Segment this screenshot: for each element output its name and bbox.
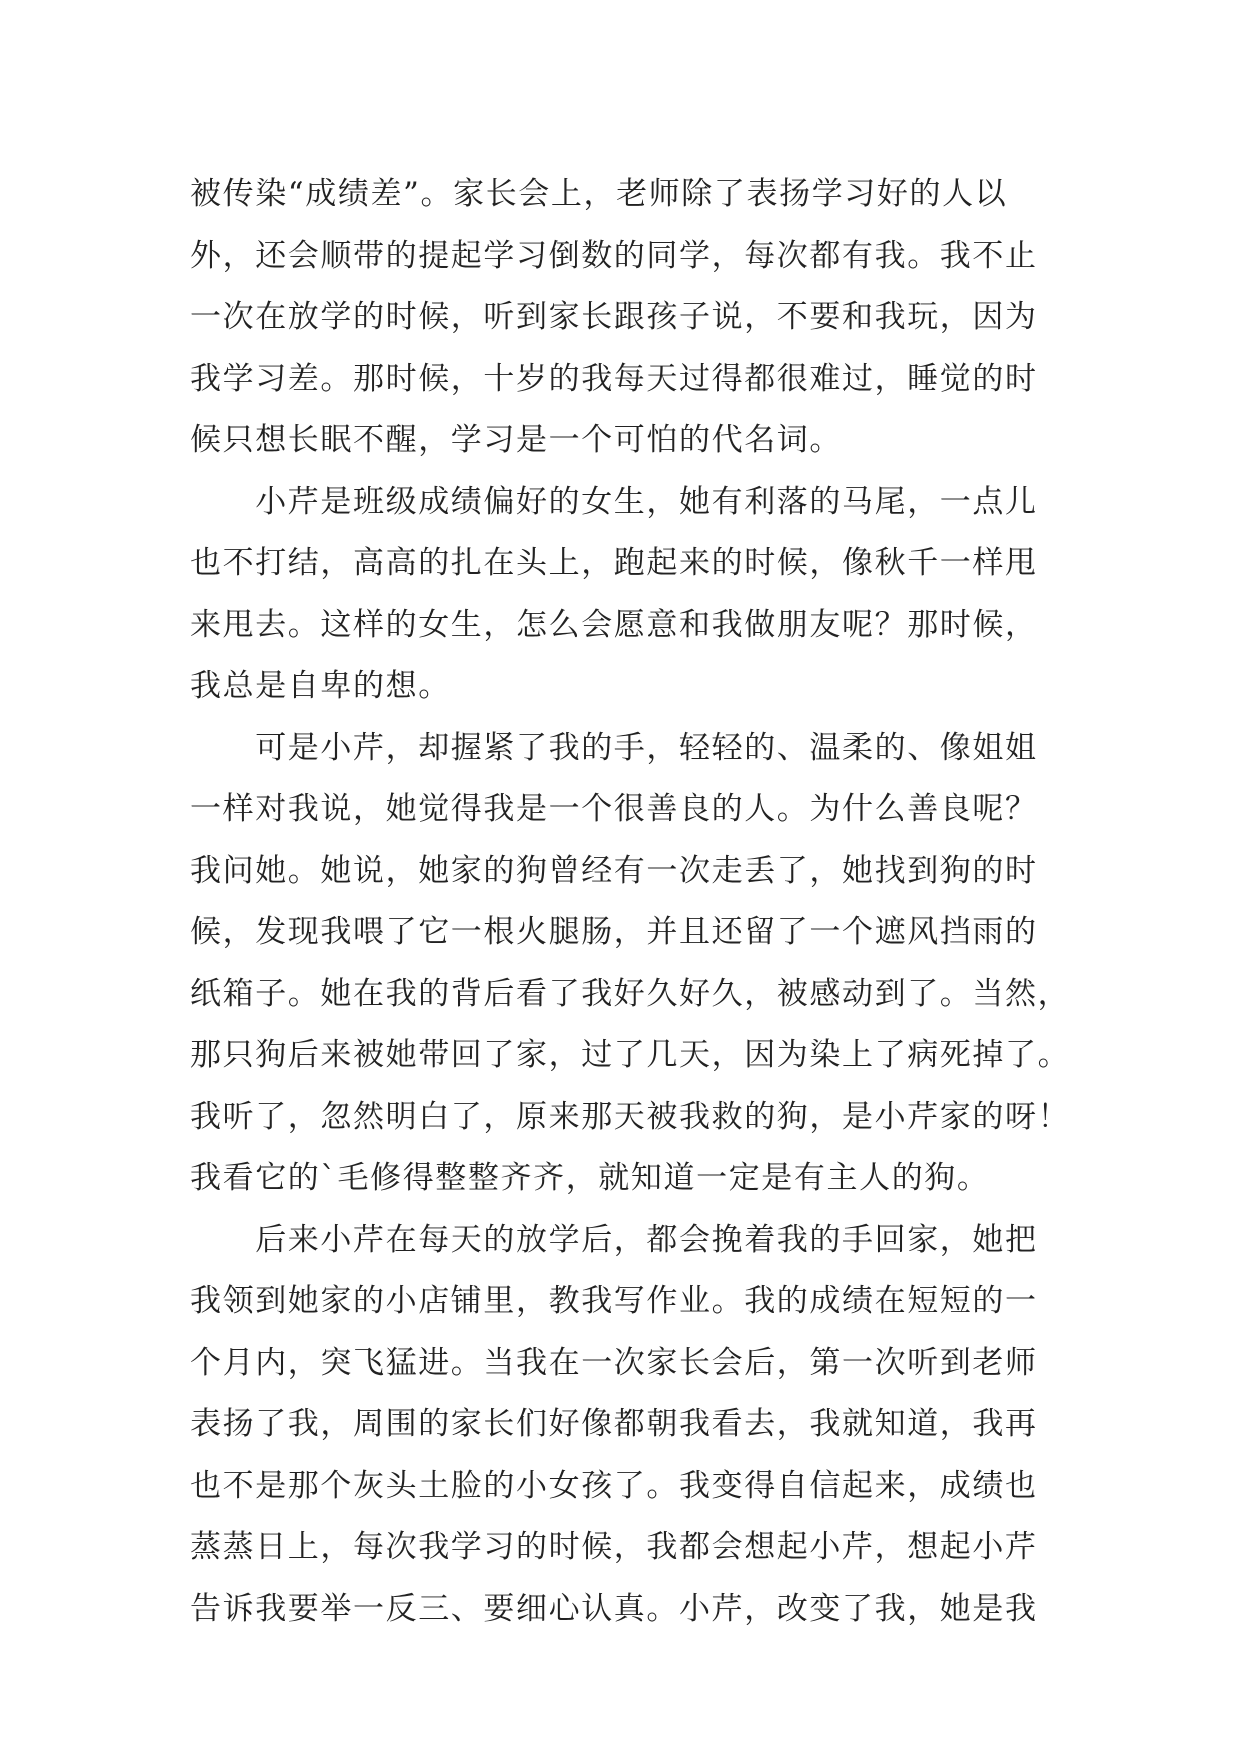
text-line: 也不打结，高高的扎在头上，跑起来的时候，像秋千一样甩 xyxy=(190,545,1038,581)
text-line: 候，发现我喂了它一根火腿肠，并且还留了一个遮风挡雨的 xyxy=(190,914,1038,950)
text-line: 表扬了我，周围的家长们好像都朝我看去，我就知道，我再 xyxy=(190,1406,1038,1442)
body-text xyxy=(190,164,1070,1640)
text-line: 我总是自卑的想。 xyxy=(190,668,451,704)
text-line: 我听了，忽然明白了，原来那天被我救的狗，是小芹家的呀！ xyxy=(190,1098,1071,1135)
text-line: 我问她。她说，她家的狗曾经有一次走丢了，她找到狗的时 xyxy=(190,852,1038,889)
text-line: 纸箱子。她在我的背后看了我好久好久，被感动到了。当然， xyxy=(190,975,1071,1012)
text-line: 那只狗后来被她带回了家，过了几天，因为染上了病死掉了。 xyxy=(190,1037,1071,1073)
text-line: 一样对我说，她觉得我是一个很善良的人。为什么善良呢？ xyxy=(190,791,1038,827)
text-line: 我看它的`毛修得整整齐齐，就知道一定是有主人的狗。 xyxy=(190,1160,990,1196)
text-line: 个月内，突飞猛进。当我在一次家长会后，第一次听到老师 xyxy=(190,1344,1038,1381)
text-line: 后来小芹在每天的放学后，都会挽着我的手回家，她把 xyxy=(190,1221,1038,1258)
text-line: 小芹是班级成绩偏好的女生，她有利落的马尾，一点儿 xyxy=(190,483,1038,520)
text-line: 外，还会顺带的提起学习倒数的同学，每次都有我。我不止 xyxy=(190,237,1038,274)
text-line: 也不是那个灰头土脸的小女孩了。我变得自信起来，成绩也 xyxy=(190,1467,1038,1504)
text-line: 我领到她家的小店铺里，教我写作业。我的成绩在短短的一 xyxy=(190,1283,1038,1319)
text-line: 告诉我要举一反三、要细心认真。小芹，改变了我，她是我 xyxy=(190,1590,1038,1627)
text-line: 来甩去。这样的女生，怎么会愿意和我做朋友呢？那时候， xyxy=(190,606,1038,643)
text-line: 候只想长眠不醒，学习是一个可怕的代名词。 xyxy=(190,422,842,458)
text-line: 我学习差。那时候，十岁的我每天过得都很难过，睡觉的时 xyxy=(190,360,1038,397)
text-line: 可是小芹，却握紧了我的手，轻轻的、温柔的、像姐姐 xyxy=(190,729,1038,766)
text-line: 一次在放学的时候，听到家长跟孩子说，不要和我玩，因为 xyxy=(190,299,1038,335)
text-line: 被传染“成绩差”。家长会上，老师除了表扬学习好的人以 xyxy=(190,176,1008,212)
text-line: 蒸蒸日上，每次我学习的时候，我都会想起小芹，想起小芹 xyxy=(190,1529,1038,1565)
